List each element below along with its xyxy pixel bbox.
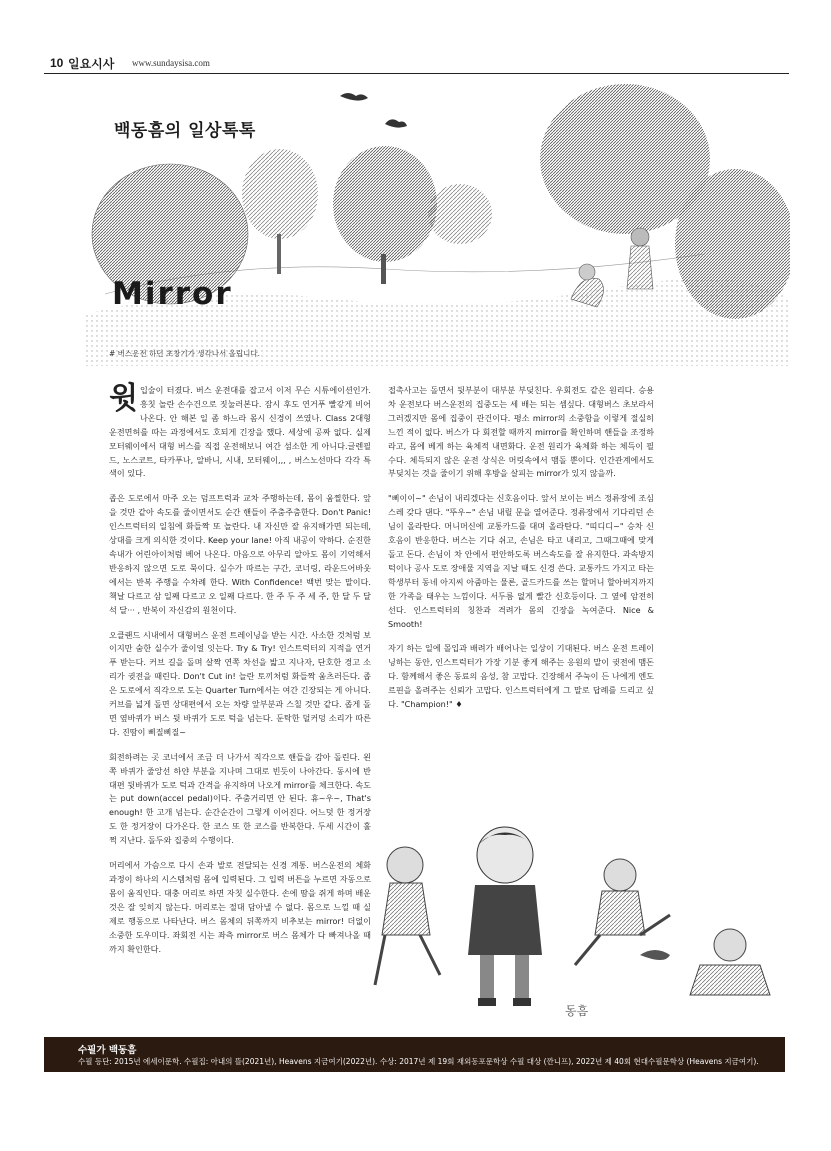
- paragraph: 윗입술이 터졌다. 버스 운전대를 잡고서 이저 무슨 시튜에이션인가. 흥칫 놀란 손수건으로 짓눌러본다. 잠시 후도 연거푸 빨갛게 비어 나온다. 안 해본 일 좀 하느라 몸시 신경이 쓰였나. Class 2대형 운전면허를 따는 과정에서도 호되게 긴장을 했다. 세상에 공짜 없다. 실제 모터웨이에서 대형 버스를 직접 운전해보니 여간 섬소한 게 아니다.글렌필드, 노스코트, 타카푸나, 알바니, 시내, 모터웨이,,, , 버스노선마다 각각 특색이 있다.: [109, 381, 371, 479]
- paragraph: 머리에서 가슴으로 다시 손과 발로 전달되는 신경 계통. 버스운전의 체화 과정이 하나의 시스템처럼 몸에 입력된다. 그 입력 버튼을 누르면 자동으로 몸이 움직인다. 대충 머리로 하면 자칫 실수한다. 손에 땀을 쥐게 하며 배운 것은 잘 잊히지 않는다. 머리로는 절대 담아낼 수 없다. 몸으로 느낄 때 실제로 행동으로 나타난다. 버스 몸체의 뒤쪽까지 비추보는 mirror! 더없이 소중한 도우미다. 좌회전 시는 좌측 mirror로 버스 몸체가 다 빠져나올 때까지 확인한다.: [109, 860, 371, 954]
- author-name: 수필가 백동흠: [78, 1045, 137, 1056]
- newspaper-name: 일요시사: [68, 57, 115, 71]
- paragraph: 자기 하는 일에 몰입과 배려가 배어나는 일상이 기대된다. 버스 운전 트레이닝하는 동안, 인스트럭터가 가장 기분 좋게 해주는 응원의 말이 귓전에 맴돈다. 함께해서 좋은 동료의 음성, 참 고맙다. 긴장해서 주눅이 든 나에게 엔도르핀을 올려주는 신뢰가 고맙다. 인스트럭터에게 그 말로 답례를 드리고 싶다. "Champion!" ♦: [388, 643, 654, 710]
- page-number: 10: [50, 56, 64, 70]
- children-illustration: [370, 815, 790, 1030]
- article-column-left: [109, 381, 371, 967]
- series-title: 백동흠의 일상톡톡: [114, 121, 256, 141]
- article-column-right: [388, 384, 654, 723]
- dropcap: 윗: [109, 381, 138, 416]
- author-bar: [44, 1037, 785, 1072]
- paragraph: "삐이이~" 손님이 내리겠다는 신호음이다. 앞서 보이는 버스 정류장에 조심스레 갖다 댄다. "뚜우~" 손님 내릴 문을 열어준다. 정류장에서 기다리던 손님이 올라탄다. 머니머신에 교통카드를 대며 올라탄다. "띠디디~" 승차 신호음이 반응한다. 버스는 기다 쉬고, 손님은 타고 내리고, 그때그때에 맞게 돌고 돈다. 손님이 차 안에서 편안하도록 버스속도를 잘 유지한다. 과속방지턱이나 공사 도로 장애물 지역을 지날 때도 신경 쓴다. 교통카드 가지고 타는 학생부터 동네 아지씨 아줌마는 물론, 골드카드를 쓰는 할머니 할아버지까지 한 가족을 태우는 느낌이다. 서두름 없게 빨간 신호등이다. 그 옆에 암전히 선다. 인스트럭터의 칭찬과 격려가 몸의 긴장을 녹여준다. Nice & Smooth!: [388, 493, 654, 629]
- paragraph: 오클랜드 시내에서 대형버스 운전 트레이닝을 받는 시간. 사소한 것처럼 보이지만 숨한 실수가 줄이얼 잇는다. Try & Try! 인스트럭터의 지적을 연거푸 받는다. 커브 길을 돌며 살짝 연쪽 차선을 밟고 지나자, 단호한 경고 소리가 귓전을 때린다. Don't Cut in! 늘란 토끼처럼 화들짝 움츠러든다. 좁은 도로에서 직각으로 도는 Quarter Turn에서는 여간 긴장되는 게 아니다. 커브를 넓게 돌면 상대편에서 오는 차량 앞부분과 스칠 것만 같다. 좁게 돌면 옆바퀴가 버스 뒷 바퀴가 도로 턱을 넘는다. 둔탁한 덜커덩 소리가 따른다. 진땀이 삐질삐질~: [109, 629, 371, 737]
- header-divider: [44, 73, 789, 74]
- page-header: [44, 54, 789, 72]
- article-title: Mirror: [112, 276, 233, 312]
- site-url: www.sundaysisa.com: [132, 58, 210, 68]
- paragraph: 접촉사고는 돌면서 뒷부분이 대부분 부딪친다. 우회전도 같은 원리다. 승용차 운전보다 버스운전의 집중도는 세 배는 되는 셈싶다. 대형버스 초보라서 그러겠지만 몸에 집중이 관건이다. 평소 mirror의 소중함을 이렇게 절실히 느낀 적이 없다. 버스가 다 회전할 때까지 mirror를 확인하며 핸들을 조정하라고, 몸에 베게 하는 육체적 내면화다. 운전 원리가 육체화 하는 체득이 필수다. 체득되지 않은 운전 상식은 머릿속에서 맴돌 뿐이다. 인간관계에서도 부딪치는 것을 줄이기 위해 후방을 살피는 mirror가 있지 않을까.: [388, 385, 654, 479]
- paragraph: 회전하려는 곳 코너에서 조금 더 나가서 직각으로 핸들을 감아 돌린다. 왼쪽 바퀴가 줄앙선 하얀 부분을 지나며 그대로 빈듯이 나아간다. 동시에 반대편 뒷바퀴가 도로 턱과 간격을 유지하며 나오게 mirror를 체크한다. 속도는 put down(accel pedal)이다. 주춤거리면 안 된다. 휴~우~, That's enough! 한 고개 넘는다. 순간순간이 그렇게 이어진다. 어느덧 한 정거장도 한 정거장이 다가온다. 한 코스 또 한 코스를 반복한다. 두세 시간이 훌쩍 지난다. 돌두와 집중의 수행이다.: [109, 751, 371, 846]
- illustrator-signature: 동흠: [565, 1004, 589, 1018]
- article-caption: # 버스운전 하던 초창기가 생각나서 올립니다.: [109, 349, 260, 358]
- paragraph: 좁은 도로에서 마주 오는 덤프트럭과 교차 주행하는데, 몸이 움찔한다. 앞을 것만 같아 속도를 줄이면서도 순간 핸들이 주춤주춤한다. Don't Panic! 인스트럭터의 일침에 화들짝 또 놀란다. 내 자신만 잘 유지해가면 되는데, 상대를 크게 의식한 것이다. Keep your lane! 아직 내공이 약하다. 순진한 속내가 어린아이처럼 베어 나온다. 마음으로 아무리 알아도 몸이 기억해서 반응하지 않으면 도로 묵이다. 실수가 따르는 구간, 코너링, 라운드어바웃에서는 반복 주행을 수차례 한다. With Confidence! 백번 맞는 말이다. 책날 다르고 삼 일째 다르고 오 일째 다르다. 한 주 두 주 세 주, 한 달 두 달 석 달··· , 반복이 자신감의 원천이다.: [109, 493, 371, 615]
- author-bio: 수필 등단: 2015년 에세이문학. 수필집: 아내의 뜰(2021년), Heavens 지금여기(2022년). 수상: 2017년 제 19회 재외동포문학상 수필 대상 (깐니프), 2022년 제 40회 현대수필문학상 (Heavens 지금여기).: [78, 1057, 759, 1066]
